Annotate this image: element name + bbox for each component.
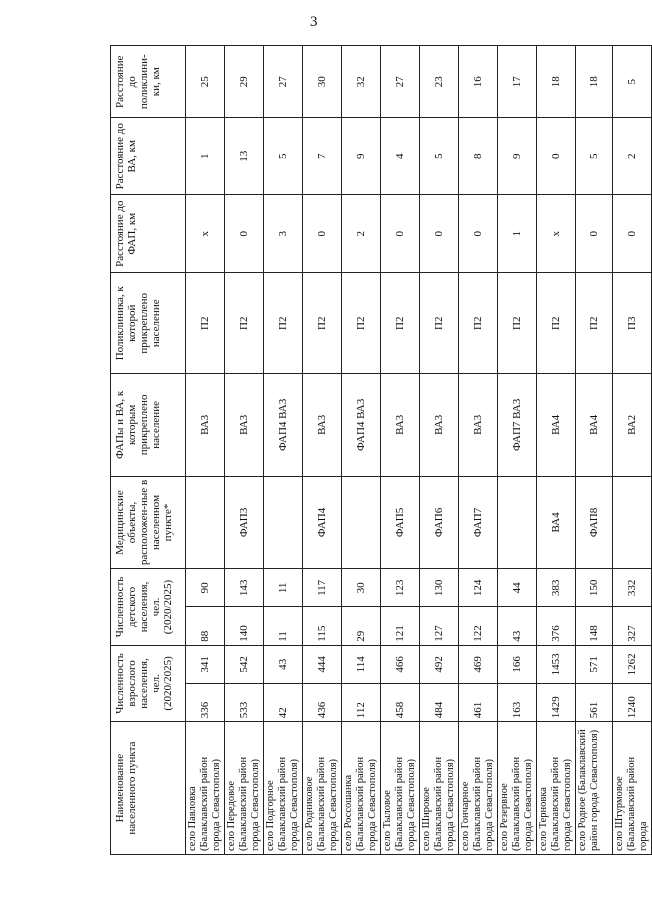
cell-child-2020: 115 <box>303 607 342 645</box>
table-row <box>381 46 420 855</box>
table-row <box>186 46 225 855</box>
cell-name: село Передовое (Балаклавский район города Севастополя) <box>225 722 264 855</box>
cell-dist-fap: 2 <box>342 194 381 272</box>
cell-dist-fap: 0 <box>225 194 264 272</box>
header-polyclinic: Поликлиника, к которой прикреплено население <box>111 273 186 374</box>
cell-fap-va: ФАП4 ВА3 <box>342 374 381 477</box>
table-row <box>342 46 381 855</box>
cell-adult-2020: 458 <box>381 683 420 721</box>
cell-dist-fap: 0 <box>613 194 652 272</box>
cell-objects: ФАП7 <box>459 476 498 569</box>
cell-fap-va: ВА2 <box>613 374 652 477</box>
cell-name: село Штурмовое (Балаклавский район города <box>613 722 652 855</box>
cell-name: село Павловка (Балаклавский район города Севастополя) <box>186 722 225 855</box>
header-objects: Медицинские объекты, расположен-ные в населенном пункте* <box>111 476 186 569</box>
header-dist-fap: Расстояние до ФАП, км <box>111 194 186 272</box>
cell-child-2020: 43 <box>498 607 537 645</box>
cell-name: село Гончарное (Балаклавский район города Севастополя) <box>459 722 498 855</box>
cell-polyclinic: П2 <box>342 273 381 374</box>
cell-adult-2020: 461 <box>459 683 498 721</box>
cell-objects: ФАП3 <box>225 476 264 569</box>
cell-child-2020: 327 <box>613 607 652 645</box>
cell-polyclinic: П2 <box>225 273 264 374</box>
cell-name: село Тыловое (Балаклавский район города Севастополя) <box>381 722 420 855</box>
cell-child-2025: 30 <box>342 569 381 607</box>
cell-objects: ВА4 <box>537 476 576 569</box>
cell-name: село Родниковое (Балаклавский район города Севастополя) <box>303 722 342 855</box>
cell-adult-2020: 1429 <box>537 683 576 721</box>
cell-child-2020: 140 <box>225 607 264 645</box>
cell-adult-2025: 466 <box>381 645 420 683</box>
table-rotator <box>110 45 649 855</box>
cell-fap-va: ФАП7 ВА3 <box>498 374 537 477</box>
cell-adult-2025: 542 <box>225 645 264 683</box>
cell-child-2025: 383 <box>537 569 576 607</box>
cell-dist-va: 5 <box>420 118 459 194</box>
cell-adult-2025: 43 <box>264 645 303 683</box>
table-header-row <box>111 46 186 855</box>
cell-dist-fap: 0 <box>459 194 498 272</box>
table-row <box>498 46 537 855</box>
cell-dist-va: 9 <box>342 118 381 194</box>
cell-adult-2020: 561 <box>576 683 613 721</box>
table-row <box>613 46 652 855</box>
cell-fap-va: ВА4 <box>576 374 613 477</box>
page-number: 3 <box>310 14 318 30</box>
header-fap-va: ФАПы и ВА, к которым прикреплено население <box>111 374 186 477</box>
cell-objects: ФАП8 <box>576 476 613 569</box>
cell-child-2025: 44 <box>498 569 537 607</box>
cell-dist-va: 5 <box>264 118 303 194</box>
cell-child-2025: 143 <box>225 569 264 607</box>
cell-dist-poly: 30 <box>303 46 342 119</box>
cell-dist-fap: 0 <box>381 194 420 272</box>
cell-child-2025: 117 <box>303 569 342 607</box>
cell-dist-va: 4 <box>381 118 420 194</box>
cell-fap-va: ВА4 <box>537 374 576 477</box>
cell-child-2025: 11 <box>264 569 303 607</box>
cell-objects: ФАП4 <box>303 476 342 569</box>
cell-dist-fap: х <box>186 194 225 272</box>
cell-adult-2020: 484 <box>420 683 459 721</box>
cell-dist-poly: 17 <box>498 46 537 119</box>
cell-polyclinic: П2 <box>420 273 459 374</box>
header-child: Численность детского населения, чел. (2020/2025) <box>111 569 186 645</box>
cell-dist-poly: 25 <box>186 46 225 119</box>
cell-name: село Подгорное (Балаклавский район города Севастополя) <box>264 722 303 855</box>
table-row <box>576 46 613 855</box>
cell-child-2020: 376 <box>537 607 576 645</box>
cell-dist-poly: 29 <box>225 46 264 119</box>
cell-polyclinic: П2 <box>459 273 498 374</box>
cell-child-2025: 124 <box>459 569 498 607</box>
cell-name: село Широкое (Балаклавский район города Севастополя) <box>420 722 459 855</box>
cell-adult-2025: 469 <box>459 645 498 683</box>
cell-fap-va: ВА3 <box>225 374 264 477</box>
cell-objects: ФАП6 <box>420 476 459 569</box>
cell-child-2025: 123 <box>381 569 420 607</box>
header-adult: Численность взрослого населения, чел. (2020/2025) <box>111 645 186 721</box>
cell-dist-fap: 3 <box>264 194 303 272</box>
header-dist-va: Расстояние до ВА, км <box>111 118 186 194</box>
cell-dist-poly: 18 <box>537 46 576 119</box>
header-name: Наименование населенного пункта <box>111 722 186 855</box>
cell-name: село Терновка (Балаклавский район города Севастополя) <box>537 722 576 855</box>
cell-dist-fap: х <box>537 194 576 272</box>
cell-adult-2020: 163 <box>498 683 537 721</box>
cell-adult-2020: 1240 <box>613 683 652 721</box>
table-row <box>537 46 576 855</box>
cell-dist-va: 13 <box>225 118 264 194</box>
cell-child-2025: 90 <box>186 569 225 607</box>
cell-adult-2025: 1262 <box>613 645 652 683</box>
cell-adult-2025: 571 <box>576 645 613 683</box>
cell-fap-va: ВА3 <box>459 374 498 477</box>
cell-dist-poly: 23 <box>420 46 459 119</box>
cell-polyclinic: П2 <box>186 273 225 374</box>
cell-dist-poly: 27 <box>264 46 303 119</box>
table-rotated-container <box>110 45 649 855</box>
cell-child-2020: 122 <box>459 607 498 645</box>
cell-dist-va: 8 <box>459 118 498 194</box>
table-row <box>264 46 303 855</box>
cell-polyclinic: П2 <box>498 273 537 374</box>
cell-adult-2020: 336 <box>186 683 225 721</box>
cell-dist-fap: 0 <box>576 194 613 272</box>
cell-name: село Резервное (Балаклавский район города Севастополя) <box>498 722 537 855</box>
cell-objects <box>342 476 381 569</box>
cell-polyclinic: П2 <box>537 273 576 374</box>
cell-adult-2025: 492 <box>420 645 459 683</box>
cell-dist-va: 2 <box>613 118 652 194</box>
cell-fap-va: ВА3 <box>420 374 459 477</box>
table-row <box>459 46 498 855</box>
cell-dist-va: 7 <box>303 118 342 194</box>
cell-dist-fap: 1 <box>498 194 537 272</box>
cell-polyclinic: П2 <box>264 273 303 374</box>
cell-child-2025: 130 <box>420 569 459 607</box>
cell-child-2020: 127 <box>420 607 459 645</box>
cell-adult-2020: 112 <box>342 683 381 721</box>
cell-name: село Россошанка (Балаклавский район города Севастополя) <box>342 722 381 855</box>
cell-dist-va: 0 <box>537 118 576 194</box>
cell-dist-poly: 16 <box>459 46 498 119</box>
table-row <box>225 46 264 855</box>
cell-polyclinic: П2 <box>303 273 342 374</box>
table-row <box>420 46 459 855</box>
cell-adult-2020: 533 <box>225 683 264 721</box>
cell-fap-va: ВА3 <box>381 374 420 477</box>
cell-objects <box>498 476 537 569</box>
cell-dist-poly: 27 <box>381 46 420 119</box>
cell-dist-fap: 0 <box>420 194 459 272</box>
cell-objects: ФАП5 <box>381 476 420 569</box>
cell-objects <box>613 476 652 569</box>
cell-polyclinic: П2 <box>381 273 420 374</box>
cell-objects <box>264 476 303 569</box>
cell-dist-va: 9 <box>498 118 537 194</box>
cell-fap-va: ВА3 <box>186 374 225 477</box>
cell-polyclinic: П3 <box>613 273 652 374</box>
cell-child-2020: 148 <box>576 607 613 645</box>
cell-fap-va: ФАП4 ВА3 <box>264 374 303 477</box>
cell-child-2020: 11 <box>264 607 303 645</box>
settlements-table <box>110 45 652 855</box>
cell-child-2020: 29 <box>342 607 381 645</box>
cell-child-2025: 332 <box>613 569 652 607</box>
cell-polyclinic: П2 <box>576 273 613 374</box>
cell-dist-fap: 0 <box>303 194 342 272</box>
cell-adult-2020: 436 <box>303 683 342 721</box>
cell-dist-poly: 18 <box>576 46 613 119</box>
cell-adult-2025: 114 <box>342 645 381 683</box>
cell-adult-2025: 166 <box>498 645 537 683</box>
cell-name: село Родное (Балаклавский район города Севастополя) <box>576 722 613 855</box>
cell-dist-poly: 32 <box>342 46 381 119</box>
header-dist-poly: Расстояние до поликлини-ки, км <box>111 46 186 119</box>
cell-adult-2020: 42 <box>264 683 303 721</box>
cell-dist-poly: 5 <box>613 46 652 119</box>
cell-child-2020: 88 <box>186 607 225 645</box>
cell-adult-2025: 341 <box>186 645 225 683</box>
cell-child-2025: 150 <box>576 569 613 607</box>
cell-dist-va: 1 <box>186 118 225 194</box>
table-row <box>303 46 342 855</box>
cell-adult-2025: 1453 <box>537 645 576 683</box>
cell-fap-va: ВА3 <box>303 374 342 477</box>
cell-dist-va: 5 <box>576 118 613 194</box>
cell-objects <box>186 476 225 569</box>
cell-child-2020: 121 <box>381 607 420 645</box>
cell-adult-2025: 444 <box>303 645 342 683</box>
